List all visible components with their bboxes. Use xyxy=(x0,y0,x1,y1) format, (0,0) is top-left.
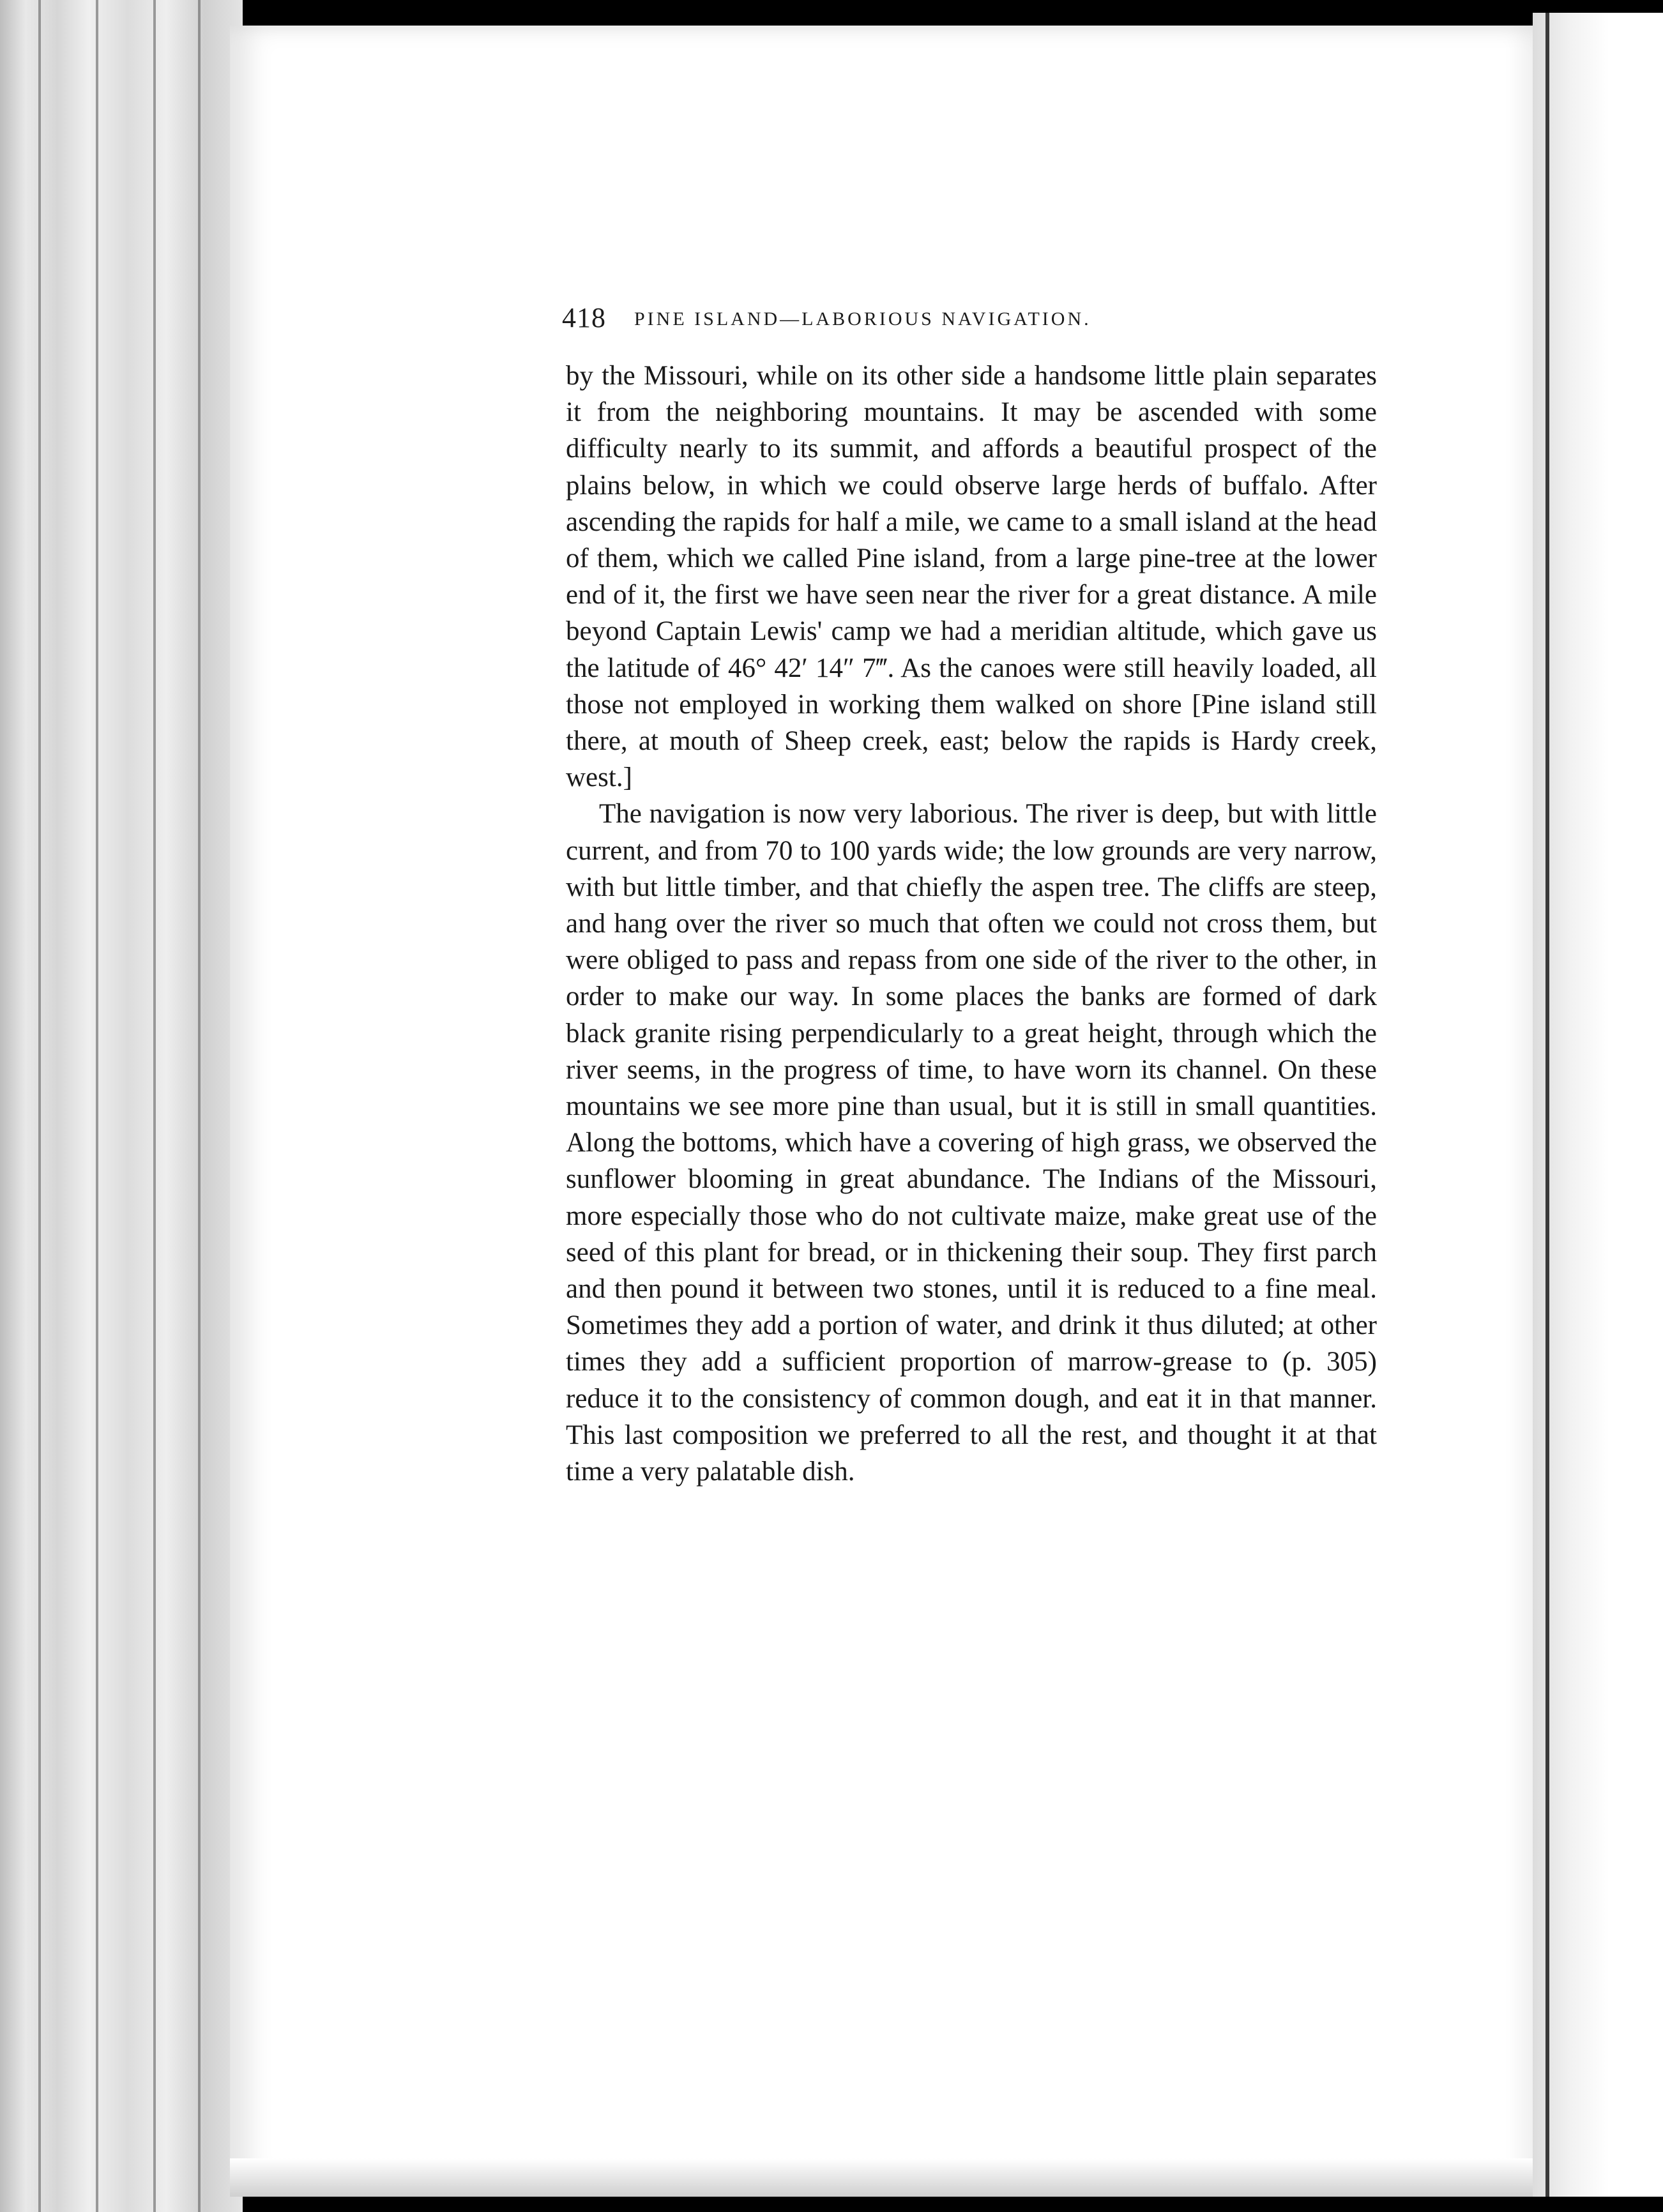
right-page-edge-line xyxy=(1545,13,1549,2197)
page-bottom-shadow xyxy=(230,2158,1533,2197)
body-text xyxy=(566,358,1377,1490)
paragraph-1: by the Missouri, while on its other side a handsome little plain separates it from the neighboring mountains. It may be ascended with some difficulty nearly to its summit, and affords a beautiful prospect of the plains below, in which we could observe large herds of buffalo. After ascending the rapids for half a mile, we came to a small island at the head of them, which we called Pine island, from a large pine-tree at the lower end of it, the first we have seen near the river for a great distance. A mile beyond Captain Lewis' camp we had a meridian altitude, which gave us the latitude of 46° 42′ 14″ 7‴. As the canoes were still heavily loaded, all those not employed in working them walked on shore [Pine island still there, at mouth of Sheep creek, east; below the rapids is Hardy creek, west.] xyxy=(566,361,1377,793)
page-edge-line xyxy=(153,0,156,2212)
paragraph-2: The navigation is now very laborious. The river is deep, but with little current, and from 70 to 100 yards wide; the low grounds are very narrow, with but little timber, and that chiefly the aspen tree. The cliffs are steep, and hang over the river so much that often we could not cross them, but were obliged to pass and repass from one side of the river to the other, in order to make our way. In some places the banks are formed of dark black granite rising perpendicularly to a great height, through which the river seems, in the progress of time, to have worn its channel. On these mountains we see more pine than usual, but it is still in small quantities. Along the bottoms, which have a covering of high grass, we observed the sunflower blooming in great abundance. The Indians of the Missouri, more especially those who do not cultivate maize, make great use of the seed of this plant for bread, or in thickening their soup. They first parch and then pound it between two stones, until it is reduced to a fine meal. Sometimes they add a portion of water, and drink it thus diluted; at other times they add a sufficient proportion of marrow-grease to (p. 305) reduce it to the consistency of common dough, and eat it in that manner. This last composition we preferred to all the rest, and thought it at that time a very palatable dish. xyxy=(566,799,1377,1487)
page-edge-line xyxy=(96,0,98,2212)
page-edge-line xyxy=(38,0,41,2212)
page-edge-line xyxy=(198,0,201,2212)
page-number: 418 xyxy=(562,302,606,333)
running-head xyxy=(562,301,1264,340)
right-page-edge xyxy=(1533,13,1663,2197)
left-page-stack xyxy=(0,0,243,2212)
running-head-title: PINE ISLAND—LABORIOUS NAVIGATION. xyxy=(634,308,1091,330)
